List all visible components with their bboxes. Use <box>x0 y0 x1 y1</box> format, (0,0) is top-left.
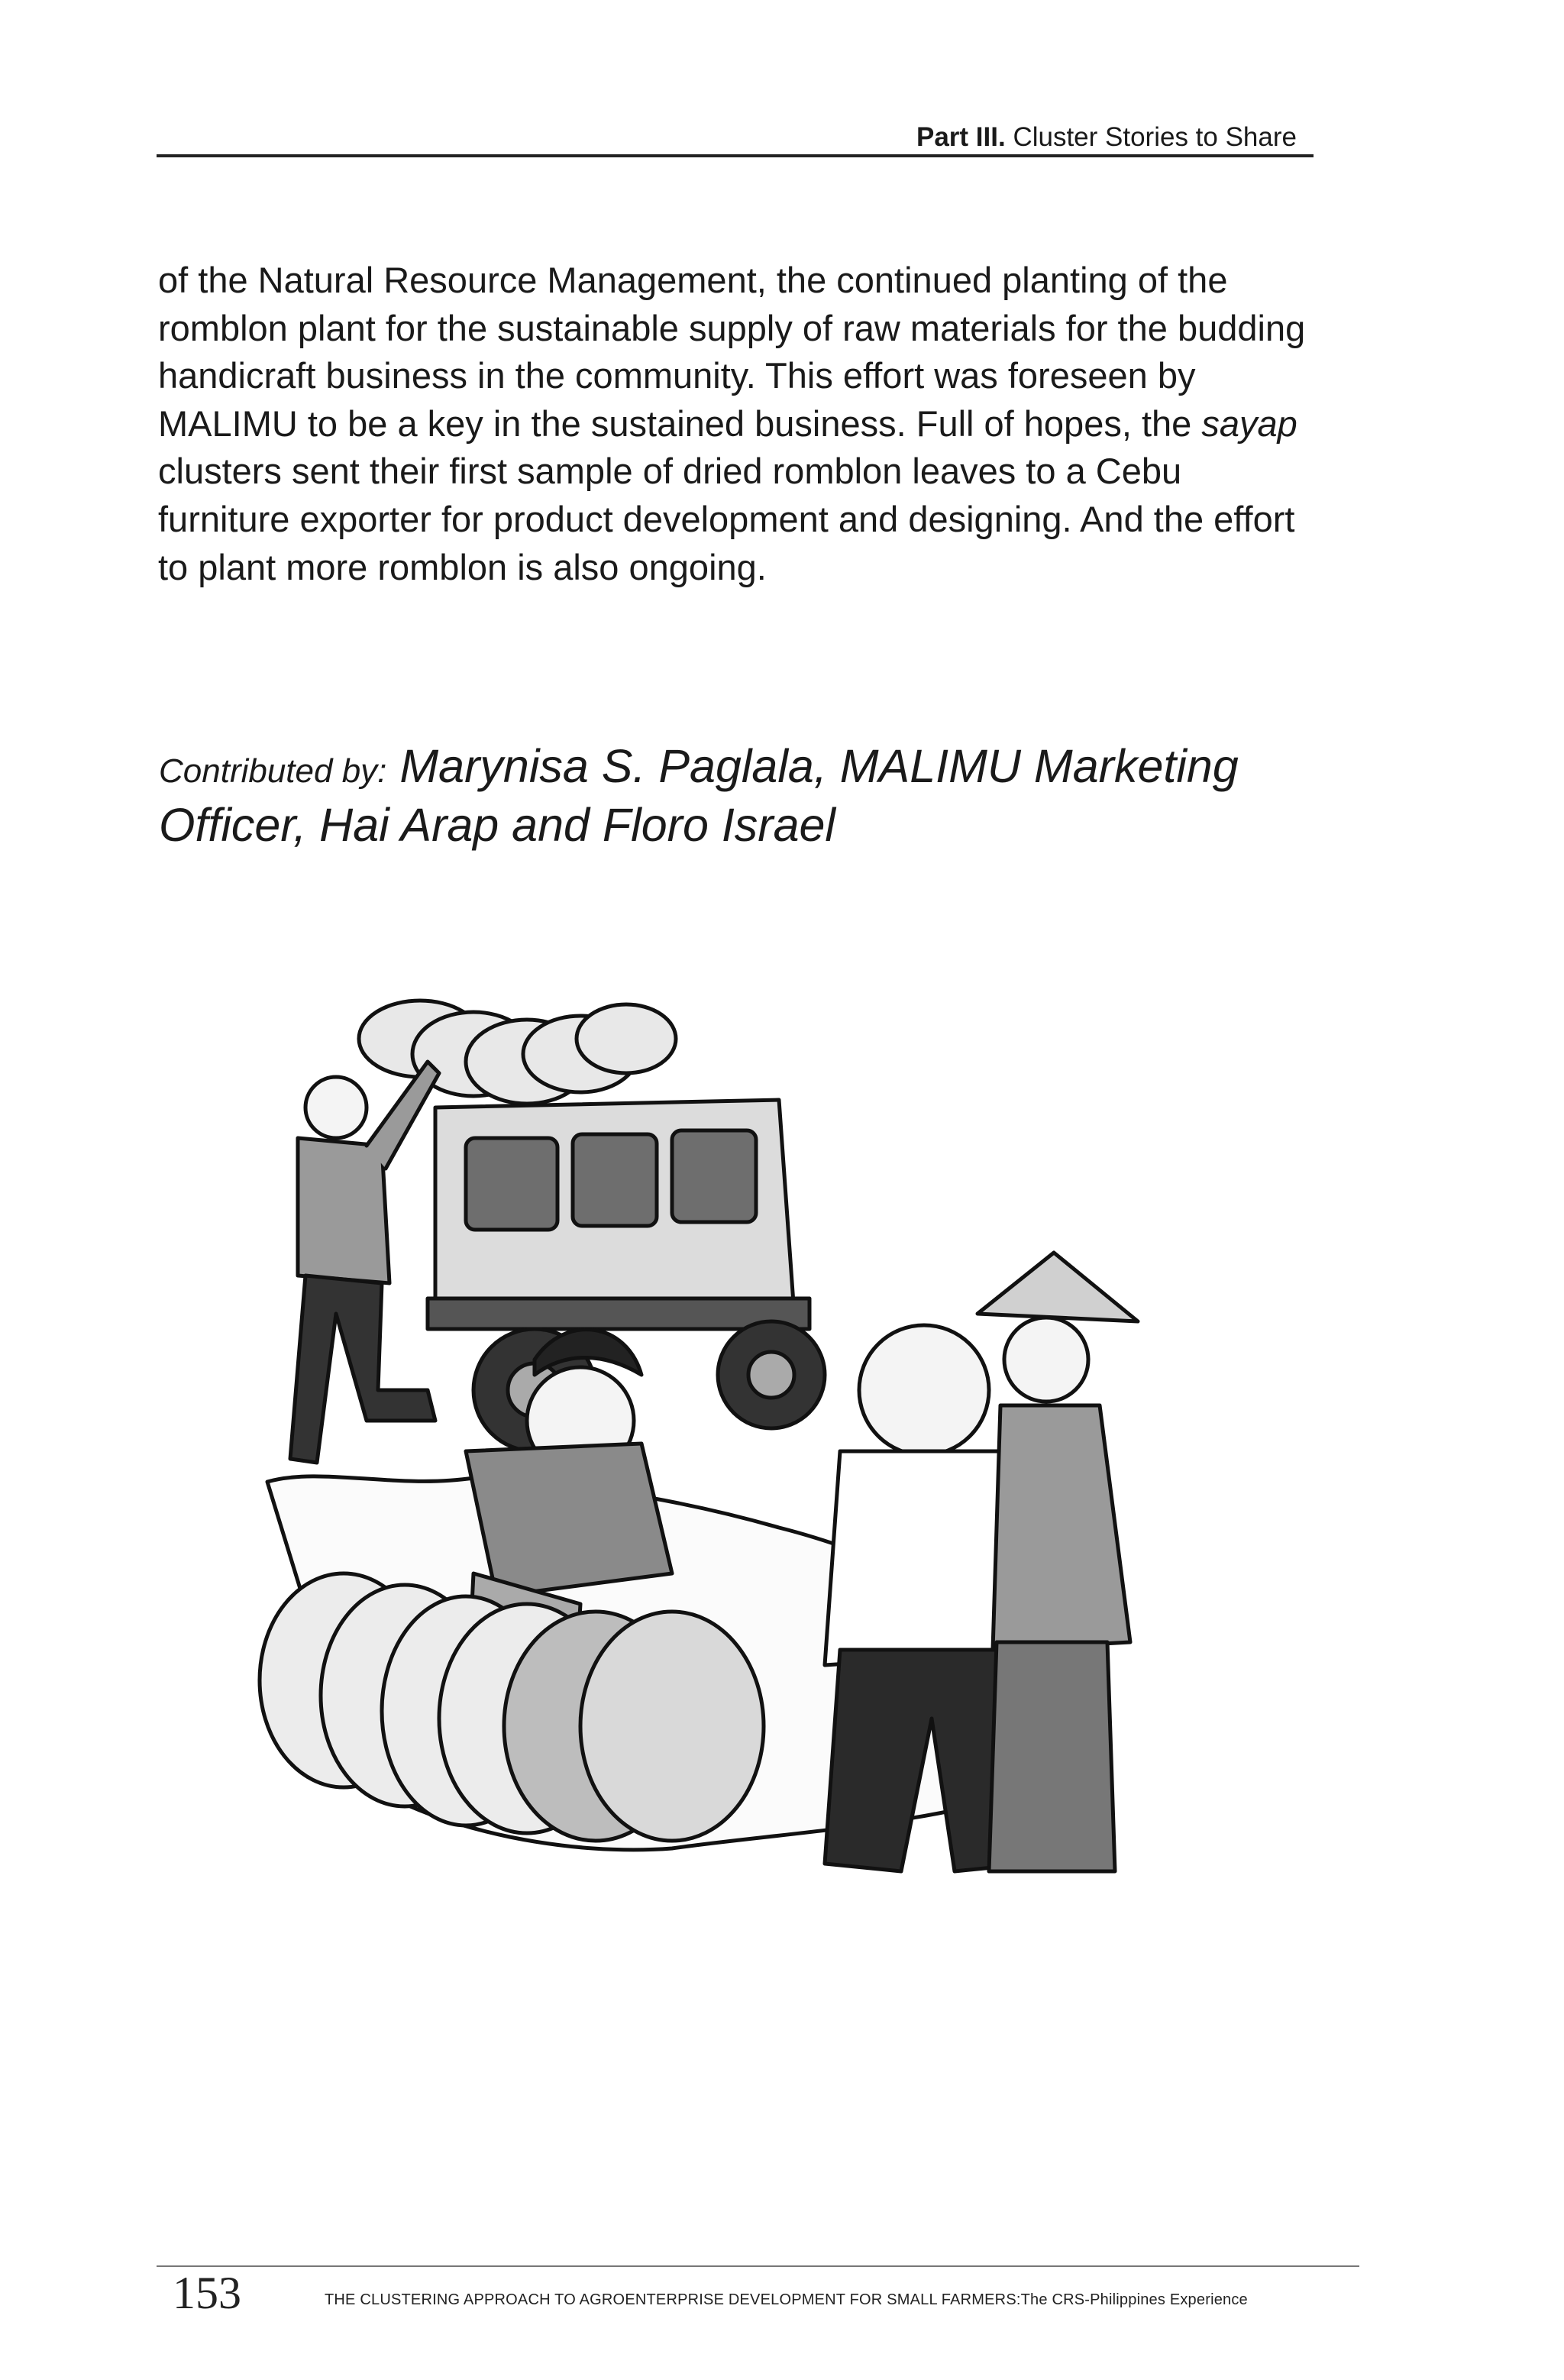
ground-basket-coil-icon <box>260 1573 764 1841</box>
paragraph-text-start: of the Natural Resource Management, the continued planting of the romblon plant for the sustainable supply of raw materials for the budding handicraft business in the community. This effort was foreseen by MALIMU to be a key in the sustained business. Full of hopes, the <box>158 260 1306 444</box>
page-number: 153 <box>173 2268 241 2318</box>
credit-names: Marynisa S. Paglala, MALIMU Marketing Officer, Hai Arap and Floro Israel <box>159 740 1239 851</box>
footer-rule <box>157 2265 1359 2267</box>
woman-conical-hat-figure <box>978 1253 1138 1871</box>
credit-label: Contributed by: <box>159 752 387 790</box>
footer-book-title: THE CLUSTERING APPROACH TO AGROENTERPRISE DEVELOPMENT FOR SMALL FARMERS:The CRS-Philippines Experience <box>325 2291 1248 2308</box>
header-part-label: Part III. <box>916 122 1006 152</box>
italic-term: sayap <box>1201 403 1297 444</box>
header-text <box>916 122 1297 153</box>
body-paragraph <box>158 257 1319 591</box>
man-loading-figure <box>290 1062 439 1463</box>
paragraph-text-end: clusters sent their first sample of dried romblon leaves to a Cebu furniture exporter for product development and designing. And the effort to plant more romblon is also ongoing. <box>158 451 1295 587</box>
running-header <box>157 115 1314 157</box>
market-scene-illustration <box>244 993 1275 1994</box>
header-section-title: Cluster Stories to Share <box>1013 122 1297 152</box>
contributor-credit <box>159 739 1320 852</box>
